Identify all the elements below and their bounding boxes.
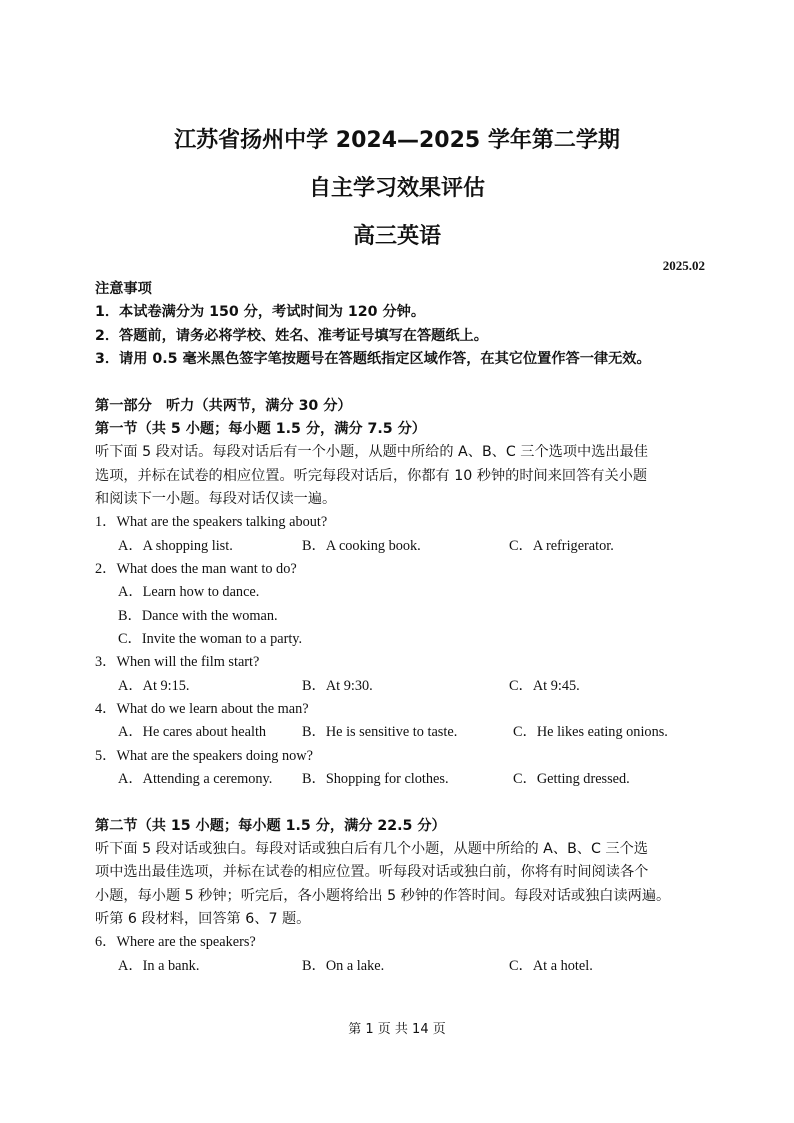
option-b: B．He is sensitive to taste. — [302, 724, 458, 740]
section1-instruction: 和阅读下一小题。每段对话仅读一遍。 — [95, 491, 337, 507]
page-footer: 第 1 页 共 14 页 — [348, 1022, 446, 1037]
option-b: B．Dance with the woman. — [118, 608, 278, 624]
part1-heading: 第一部分 听力（共两节，满分 30 分） — [95, 398, 352, 414]
section2-heading: 第二节（共 15 小题；每小题 1.5 分，满分 22.5 分） — [95, 818, 446, 834]
section2-instruction: 项中选出最佳选项，并标在试卷的相应位置。听每段对话或独白前，你将有时间阅读各个 — [95, 864, 649, 880]
option-b: B．On a lake. — [302, 958, 385, 974]
notes-heading: 注意事项 — [95, 281, 152, 297]
question-3: 3．When will the film start? — [95, 654, 260, 670]
question-6: 6．Where are the speakers? — [95, 934, 256, 950]
question-2: 2．What does the man want to do? — [95, 561, 297, 577]
option-b: B．A cooking book. — [302, 538, 421, 554]
option-a: A．He cares about health — [118, 724, 267, 740]
option-b: B．At 9:30. — [302, 678, 373, 694]
section2-instruction: 小题，每小题 5 秒钟；听完后，各小题将给出 5 秒钟的作答时间。每段对话或独白读两遍。 — [95, 888, 671, 904]
option-a: A．Attending a ceremony. — [118, 771, 273, 787]
question-1: 1．What are the speakers talking about? — [95, 514, 328, 530]
exam-subtitle: 自主学习效果评估 — [308, 176, 485, 201]
option-c: C．Invite the woman to a party. — [118, 631, 303, 647]
note-item: 2．答题前，请务必将学校、姓名、准考证号填写在答题纸上。 — [95, 328, 488, 344]
option-b: B．Shopping for clothes. — [302, 771, 449, 787]
question-4: 4．What do we learn about the man? — [95, 701, 309, 717]
section1-instruction: 听下面 5 段对话。每段对话后有一个小题，从题中所给的 A、B、C 三个选项中选出最佳 — [95, 444, 648, 460]
option-c: C．He likes eating onions. — [513, 724, 668, 740]
section2-instruction: 听第 6 段材料，回答第 6、7 题。 — [95, 911, 311, 927]
note-item: 1．本试卷满分为 150 分，考试时间为 120 分钟。 — [95, 304, 426, 320]
section1-instruction: 选项，并标在试卷的相应位置。听完每段对话后，你都有 10 秒钟的时间来回答有关小题 — [95, 468, 648, 484]
option-c: C．Getting dressed. — [513, 771, 630, 787]
section2-instruction: 听下面 5 段对话或独白。每段对话或独白后有几个小题，从题中所给的 A、B、C 三个选 — [95, 841, 648, 857]
option-a: A．A shopping list. — [118, 538, 233, 554]
option-c: C．At 9:45. — [509, 678, 580, 694]
exam-title: 江苏省扬州中学 2024—2025 学年第二学期 — [174, 128, 620, 153]
option-a: A．At 9:15. — [118, 678, 190, 694]
section1-heading: 第一节（共 5 小题；每小题 1.5 分，满分 7.5 分） — [95, 421, 426, 437]
option-a: A．Learn how to dance. — [118, 584, 260, 600]
note-item: 3．请用 0.5 毫米黑色签字笔按题号在答题纸指定区域作答，在其它位置作答一律无效。 — [95, 351, 651, 367]
option-a: A．In a bank. — [118, 958, 200, 974]
exam-subject: 高三英语 — [352, 224, 441, 249]
option-c: C．A refrigerator. — [509, 538, 614, 554]
exam-date: 2025.02 — [662, 258, 705, 273]
question-5: 5．What are the speakers doing now? — [95, 748, 313, 764]
option-c: C．At a hotel. — [509, 958, 593, 974]
